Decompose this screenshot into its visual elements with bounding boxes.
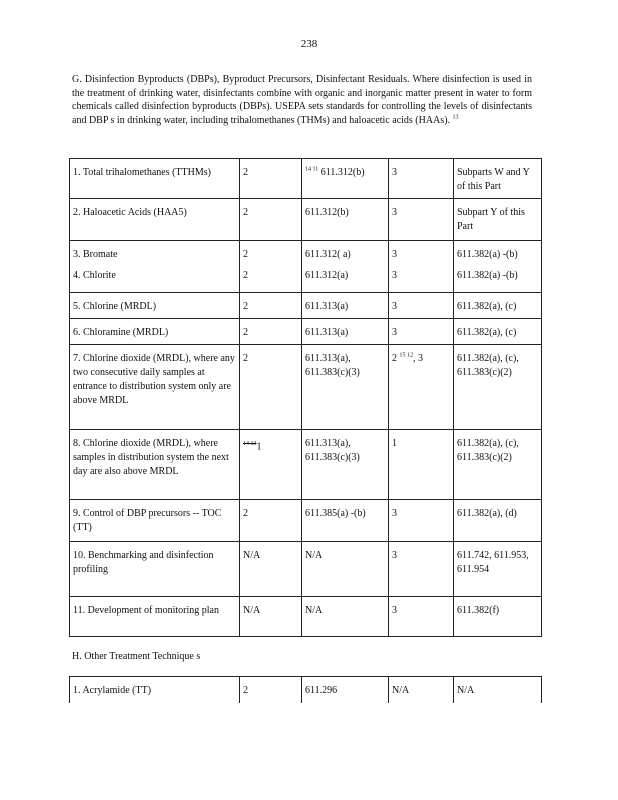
table-row [70,293,542,319]
col3-text: 611.312(b) [320,167,365,178]
col3-value: N/A [302,542,389,597]
col2-value: 2 [240,345,302,430]
col3-value: 611.296 [302,677,389,703]
col4-value: 3 [389,159,454,199]
page-number: 238 [300,38,318,50]
col4-value: 3 [389,319,454,345]
col4-text: 2 [392,353,397,364]
table-row [70,597,542,637]
contaminant-name: 1. Acrylamide (TT) [70,677,240,703]
table-row [70,241,542,267]
col4-value: 3 [389,542,454,597]
col2-struck-note: 14 13 [243,441,257,447]
contaminant-name: 4. Chlorite [70,267,240,293]
col3-value: 611.313(a), 611.383(c)(3) [302,345,389,430]
col5-value: 611.382(a), (c) [454,319,542,345]
col3-value: 611.312( a) [302,241,389,267]
table-row [70,159,542,199]
contaminant-name: 1. Total trihalomethanes (TTHMs) [70,159,240,199]
contaminant-name: 8. Chlorine dioxide (MRDL), where samples in distribution system the next day are also above MRDL [70,430,240,500]
col4-value: 3 [389,199,454,241]
col4-value: N/A [389,677,454,703]
col3-value: 611.313(a) [302,319,389,345]
col4-value: 3 [389,500,454,542]
col5-value: Subpart Y of this Part [454,199,542,241]
col2-value: 2 [240,500,302,542]
col3-value: N/A [302,597,389,637]
col5-value: 611.742, 611.953, 611.954 [454,542,542,597]
col4-value: 3 [389,241,454,267]
col2-value [240,430,302,500]
table-row [70,542,542,597]
contaminant-name: 9. Control of DBP precursors -- TOC (TT) [70,500,240,542]
col5-value: 611.382(a), (c), 611.383(c)(2) [454,345,542,430]
section-g-intro [72,73,532,127]
col5-value: 611.382(a) -(b) [454,241,542,267]
col2-value: N/A [240,597,302,637]
col2-value: 2 [240,241,302,267]
col4-value [389,345,454,430]
contaminant-name: 6. Chloramine (MRDL) [70,319,240,345]
col5-value: 611.382(f) [454,597,542,637]
col2-value: 2 [240,267,302,293]
section-h-heading: H. Other Treatment Technique s [72,651,201,662]
col5-value: 611.382(a) -(b) [454,267,542,293]
col5-value: Subparts W and Y of this Part [454,159,542,199]
col3-value: 611.313(a) [302,293,389,319]
contaminant-name: 3. Bromate [70,241,240,267]
col3-value: 611.313(a), 611.383(c)(3) [302,430,389,500]
col4-value: 3 [389,597,454,637]
contaminant-name: 10. Benchmarking and disinfection profiling [70,542,240,597]
table-row [70,199,542,241]
contaminant-name: 2. Haloacetic Acids (HAA5) [70,199,240,241]
col2-value: 2 [240,159,302,199]
col3-value: 611.312(a) [302,267,389,293]
table-row [70,267,542,293]
col5-value: 611.382(a), (c) [454,293,542,319]
contaminant-name: 7. Chlorine dioxide (MRDL), where any two consecutive daily samples at entrance to distribution system only are above MRDL [70,345,240,430]
intro-text: G. Disinfection Byproducts (DBPs), Byproduct Precursors, Disinfectant Residuals. Where disinfection is used in the treatment of drinking water, disinfectants combine with organic and inorganic matter present in water to form chemicals called disinfection byproducts (DBPs). USEPA sets standards for controlling the levels of disinfectants and DBP s in drinking water, including trihalomethanes (THMs) and haloacetic acids (HAAs). [72,74,532,126]
col2-value: 2 [240,677,302,703]
col4-value: 3 [389,293,454,319]
contaminant-name: 5. Chlorine (MRDL) [70,293,240,319]
table-row [70,677,542,703]
col5-value: 611.382(a), (d) [454,500,542,542]
other-treatment-table [69,676,542,703]
table-row [70,430,542,500]
col2-value: 2 [240,199,302,241]
contaminant-name: 11. Development of monitoring plan [70,597,240,637]
col2-text: 1 [256,441,262,453]
col2-value: 2 [240,293,302,319]
col3-footnote: 14 11 [305,166,319,173]
col2-value: N/A [240,542,302,597]
table-row [70,500,542,542]
col5-value: N/A [454,677,542,703]
intro-footnote: 13 [452,114,459,121]
dbp-table [69,158,542,637]
col4-footnote: 15 12 [399,352,413,359]
col4-text-post: , 3 [413,353,423,364]
col3-value: 611.312(b) [302,199,389,241]
col4-value: 3 [389,267,454,293]
table-row [70,319,542,345]
col5-value: 611.382(a), (c), 611.383(c)(2) [454,430,542,500]
col2-value: 2 [240,319,302,345]
col4-value: 1 [389,430,454,500]
col3-value [302,159,389,199]
table-row [70,345,542,430]
col3-value: 611.385(a) -(b) [302,500,389,542]
